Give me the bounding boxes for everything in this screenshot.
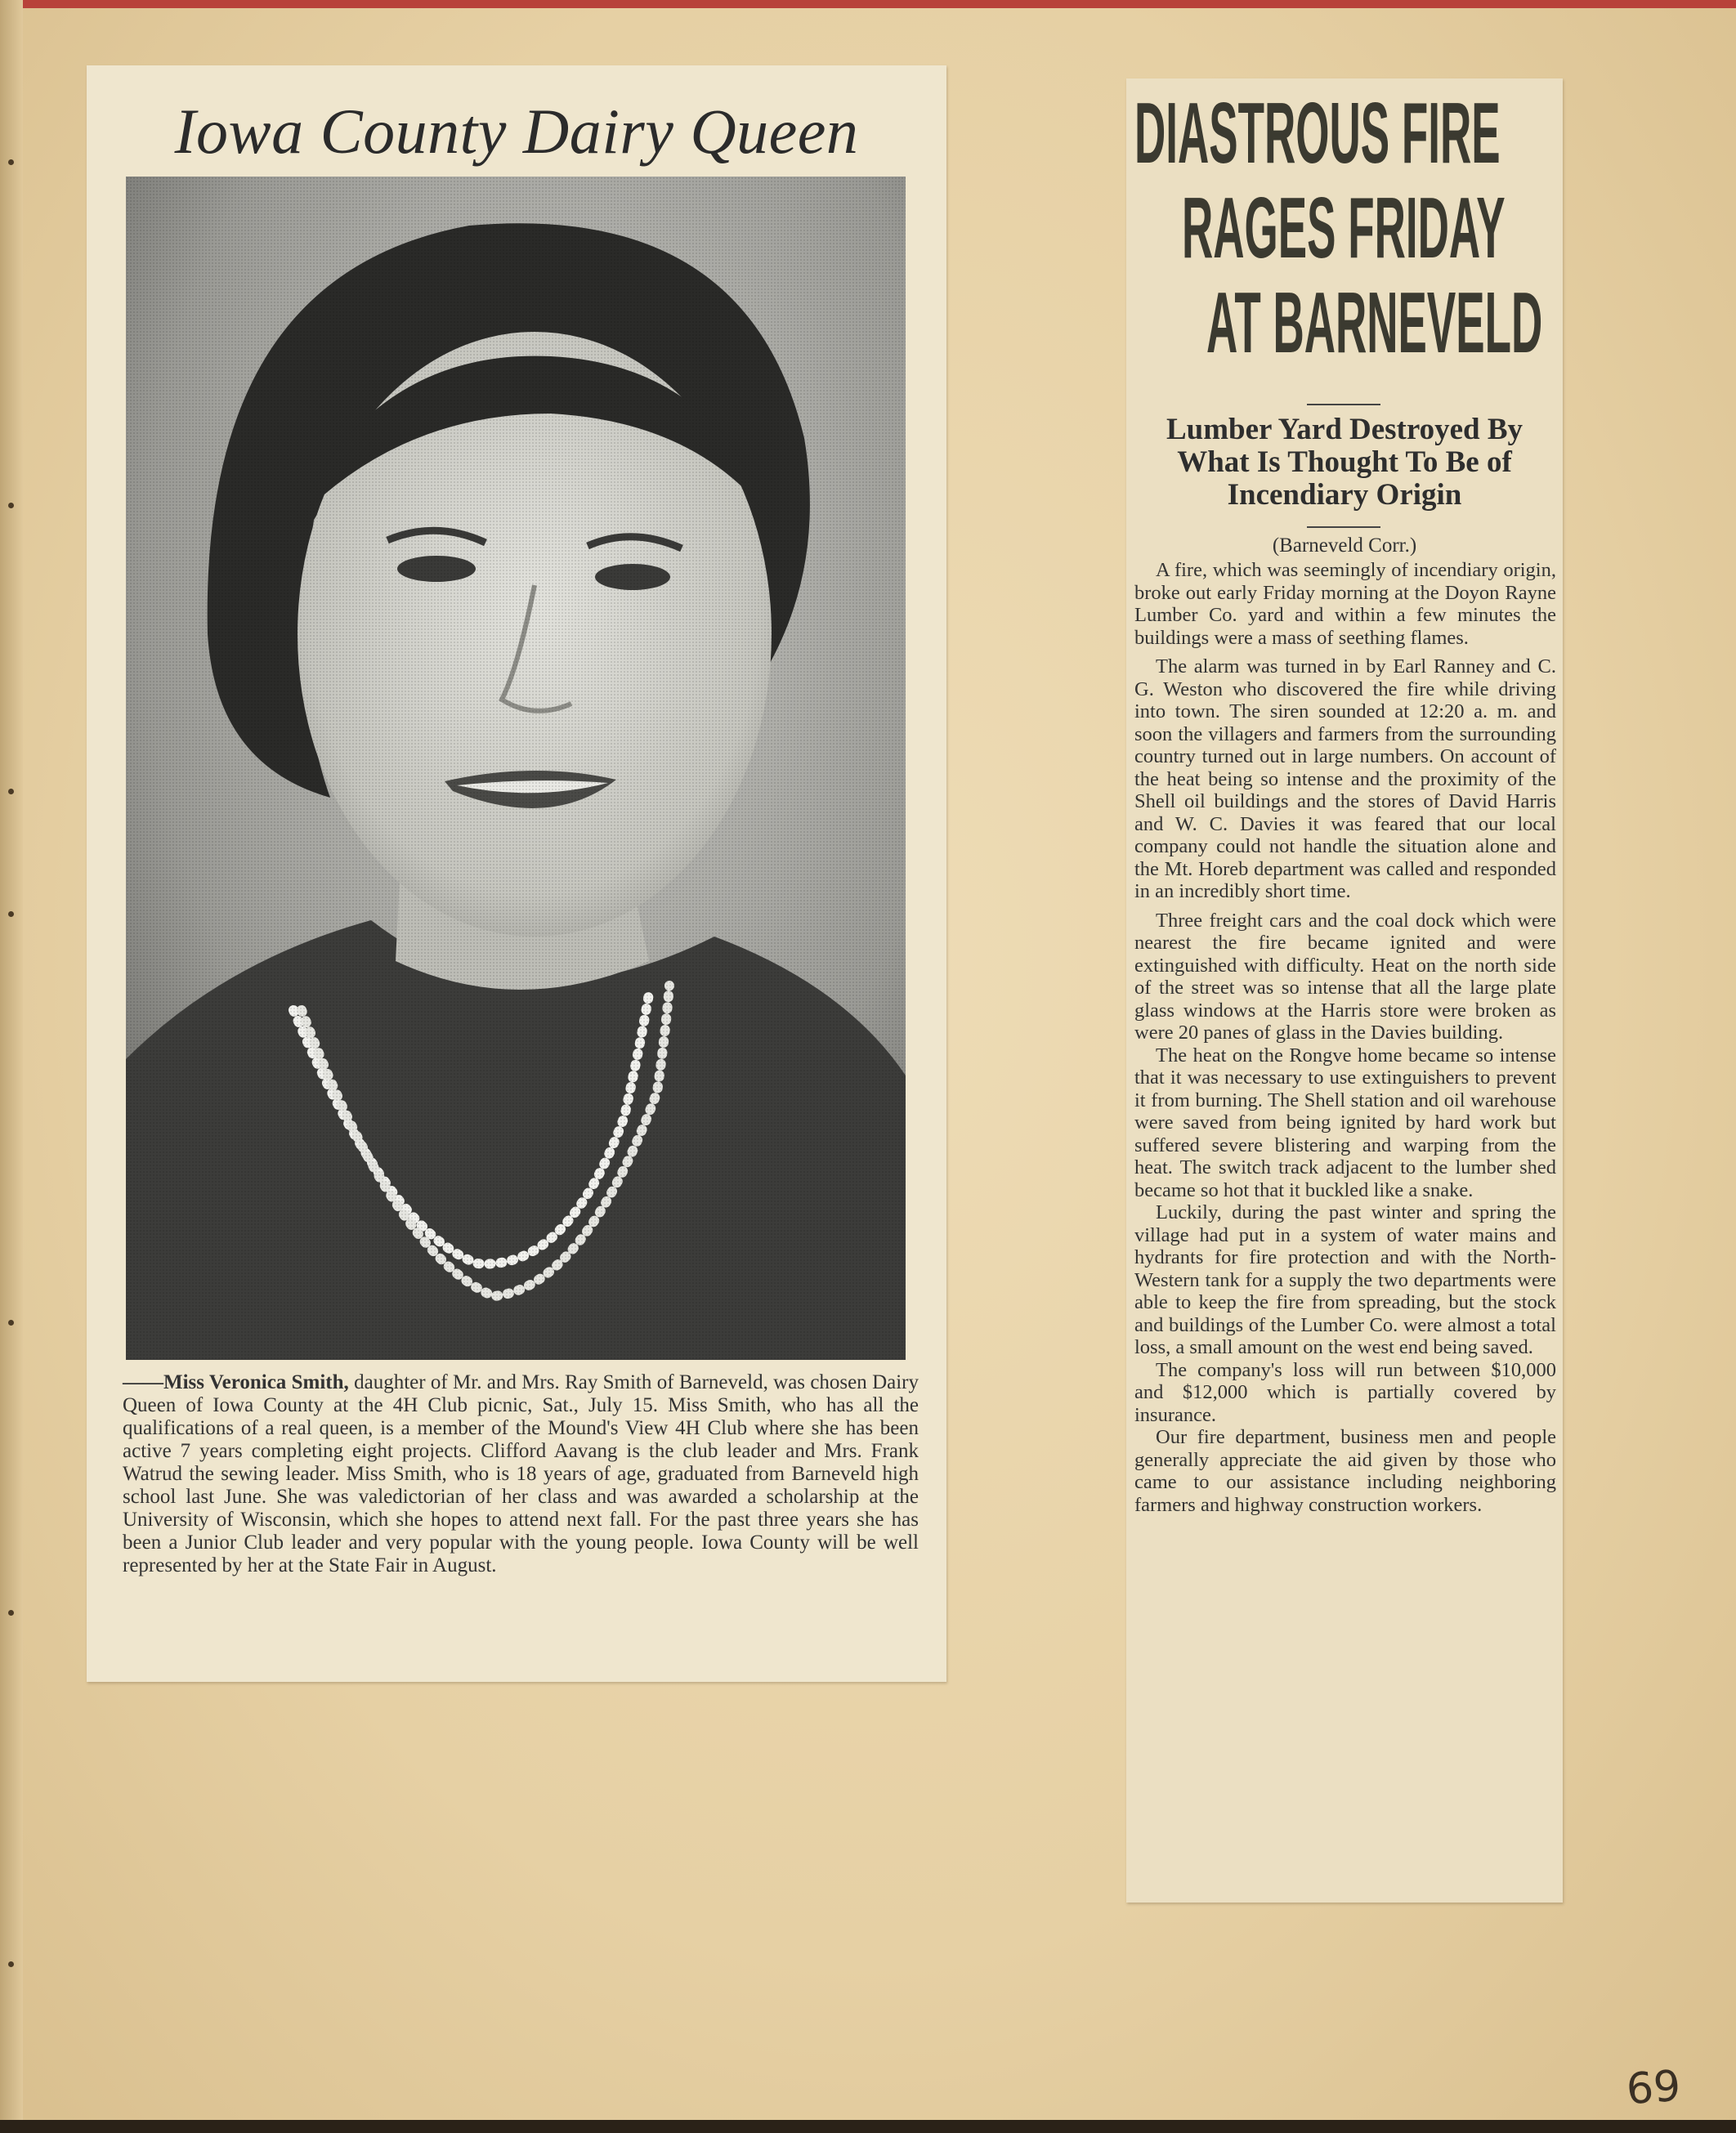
- article-paragraph: Three freight cars and the coal dock which were nearest the fire became ignited and were extinguished with difficulty. Heat on the north side of the street was so intense that all the large plate glass windows at the Harris store were broken as were 20 panes of glass in the Davies building.: [1134, 909, 1556, 1044]
- headline: [1126, 78, 1563, 389]
- article-body: [1134, 559, 1556, 1516]
- article-paragraph: Our fire department, business men and people generally appreciate the aid given by those who came to our assistance including neighboring farmers and highway construction workers.: [1134, 1426, 1556, 1516]
- subheadline: Lumber Yard Destroyed By What Is Thought To Be of Incendiary Origin: [1166, 413, 1523, 512]
- binding-hole: [8, 789, 14, 794]
- caption-name: ——Miss Veronica Smith,: [123, 1371, 349, 1393]
- binding-hole: [8, 911, 14, 917]
- binding-hole: [8, 503, 14, 508]
- binding-hole: [8, 1610, 14, 1616]
- binding-hole: [8, 159, 14, 165]
- photo-caption: [123, 1371, 919, 1577]
- clipping-title: Iowa County Dairy Queen: [174, 96, 859, 167]
- caption-text: daughter of Mr. and Mrs. Ray Smith of Barneveld, was chosen Dairy Queen of Iowa County at the 4H Club picnic, Sat., July 15. Miss Smith, who has all the qualifications of a real queen, is a member of the Mound's View 4H Club where she has been active 7 years completing eight projects. Clifford Aavang is the club leader and Mrs. Frank Watrud the sewing leader. Miss Smith, who is 18 years of age, graduated from Barneveld high school last June. She was valedictorian of her class and was awarded a scholarship at the University of Wisconsin, which she hopes to attend next fall. For the past three years she has been a Junior Club leader and very popular with the young people. Iowa County will be well represented by her at the State Fair in August.: [123, 1371, 919, 1576]
- page-number: 69: [1624, 2061, 1683, 2115]
- top-edge-strip: [0, 0, 1736, 8]
- portrait-photo: [126, 177, 906, 1360]
- headline-line-2: RAGES FRIDAY: [1182, 180, 1506, 276]
- article-paragraph: Luckily, during the past winter and spring the village had put in a system of water mains and hydrants for fire protection and with the North-Western tank for a supply the two departments were able to keep the fire from spreading, but the stock and buildings of the Lumber Co. were almost a total loss, a small amount on the west end being saved.: [1134, 1201, 1556, 1358]
- divider-rule: [1307, 526, 1380, 528]
- binding-hole: [8, 1320, 14, 1326]
- correspondent-line: (Barneveld Corr.): [1272, 534, 1417, 557]
- article-paragraph: The heat on the Rongve home became so intense that it was necessary to use extinguishers to prevent it from burning. The Shell station and oil warehouse were saved from being ignited by hard work but suffered severe blistering and warping from the heat. The switch track adjacent to the lumber shed became so hot that it buckled like a snake.: [1134, 1044, 1556, 1201]
- divider-rule: [1307, 404, 1380, 405]
- bottom-edge: [0, 2120, 1736, 2133]
- article-paragraph: The company's loss will run between $10,000 and $12,000 which is partially covered by insurance.: [1134, 1358, 1556, 1426]
- headline-line-1: DIASTROUS FIRE: [1134, 85, 1501, 181]
- headline-line-3: AT BARNEVELD: [1206, 275, 1543, 371]
- binding-hole: [8, 1961, 14, 1967]
- binding-edge: [0, 0, 23, 2133]
- portrait-photo-icon: [126, 177, 906, 1360]
- fire-article-clipping: [1126, 78, 1563, 1903]
- article-paragraph: The alarm was turned in by Earl Ranney and C. G. Weston who discovered the fire while driving into town. The siren sounded at 12:20 a. m. and soon the villagers and farmers from the surrounding country turned out in large numbers. On account of the heat being so intense and the proximity of the Shell oil buildings and the stores of David Harris and W. C. Davies it was feared that our local company could not handle the situation alone and the Mt. Horeb department was called and responded in an incredibly short time.: [1134, 655, 1556, 902]
- dairy-queen-clipping: [87, 65, 946, 1682]
- article-paragraph: A fire, which was seemingly of incendiary origin, broke out early Friday morning at the Doyon Rayne Lumber Co. yard and within a few minutes the buildings were a mass of seething flames.: [1134, 559, 1556, 649]
